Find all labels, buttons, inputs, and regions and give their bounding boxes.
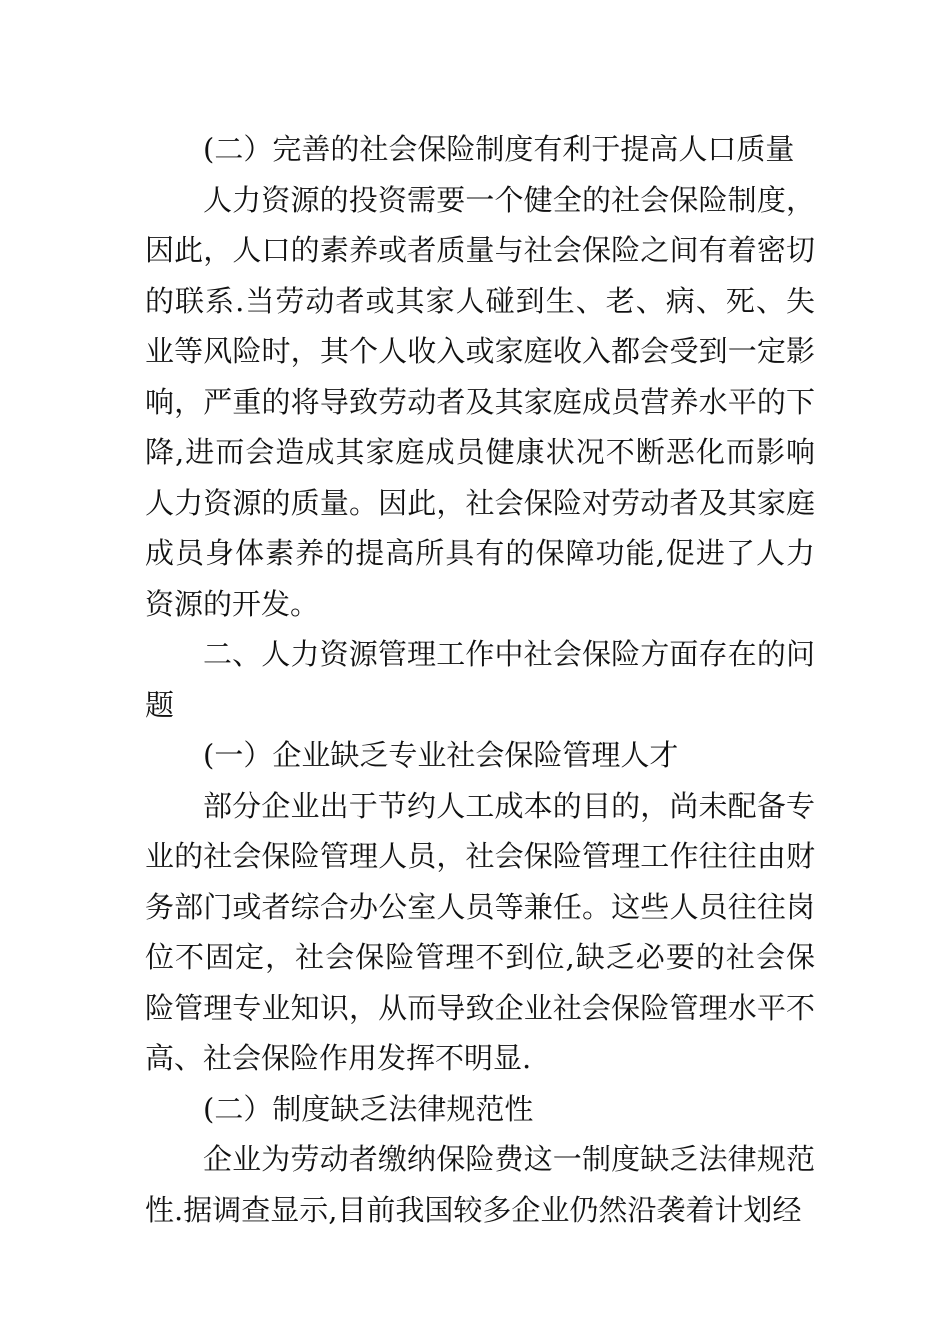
document-body [145, 124, 815, 1235]
subheading-improved-social-insurance: (二）完善的社会保险制度有利于提高人口质量 [203, 132, 795, 166]
section-heading-problems: 二、人力资源管理工作中社会保险方面存在的问题 [145, 637, 815, 722]
body-paragraph-lack-of-talent: 部分企业出于节约人工成本的目的，尚未配备专业的社会保险管理人员，社会保险管理工作往往由财务部门或者综合办公室人员等兼任。这些人员往往岗位不固定，社会保险管理不到位,缺乏必要的社会保险管理专业知识，从而导致企业社会保险管理水平不高、社会保险作用发挥不明显. [145, 788, 815, 1075]
body-paragraph-legal-norms: 企业为劳动者缴纳保险费这一制度缺乏法律规范性.据调查显示,目前我国较多企业仍然沿袭着计划经 [145, 1142, 815, 1227]
subheading-lack-of-talent: (一）企业缺乏专业社会保险管理人才 [203, 738, 679, 772]
subheading-lack-of-legal-norms: (二）制度缺乏法律规范性 [203, 1091, 534, 1126]
body-paragraph-population-quality: 人力资源的投资需要一个健全的社会保险制度，因此，人口的素养或者质量与社会保险之间有着密切的联系.当劳动者或其家人碰到生、老、病、死、失业等风险时，其个人收入或家庭收入都会受到一定影响，严重的将导致劳动者及其家庭成员营养水平的下降,进而会造成其家庭成员健康状况不断恶化而影响人力资源的质量。因此，社会保险对劳动者及其家庭成员身体素养的提高所具有的保障功能,促进了人力资源的开发。 [145, 182, 815, 621]
